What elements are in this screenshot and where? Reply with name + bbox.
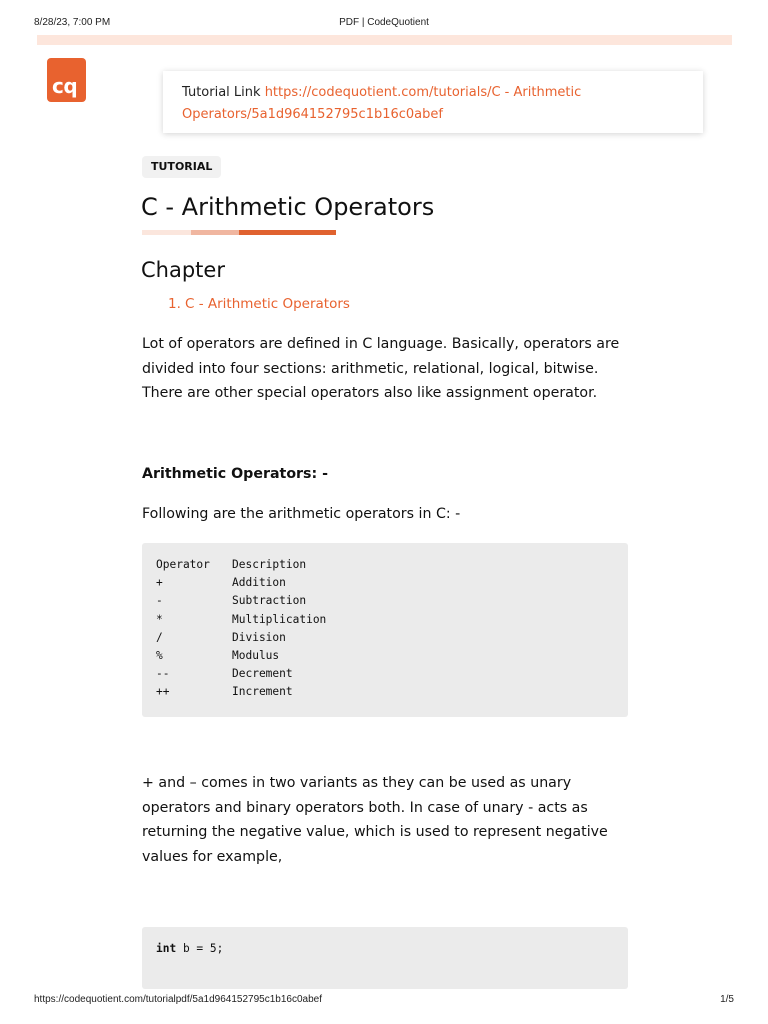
chapter-item-number: 1. — [168, 296, 181, 312]
underline-segment-medium — [191, 230, 239, 235]
print-footer — [34, 994, 734, 1008]
underline-segment-light — [142, 230, 191, 235]
code-description: Multiplication — [232, 612, 327, 626]
tutorial-link-card — [163, 71, 703, 133]
chapter-list-item[interactable] — [168, 294, 350, 314]
tutorial-link-url-line1: https://codequotient.com/tutorials/C - Arithmetic — [264, 85, 582, 100]
code-snippet-block — [142, 927, 628, 989]
code-operator: ++ — [156, 685, 170, 699]
operators-code-block — [142, 543, 628, 717]
print-footer-url: https://codequotient.com/tutorialpdf/5a1d964152795c1b16c0abef — [34, 994, 322, 1005]
code-description: Increment — [232, 685, 293, 699]
underline-segment-dark — [239, 230, 336, 235]
chapter-item-label: C - Arithmetic Operators — [185, 296, 350, 312]
code-keyword: int — [156, 942, 177, 955]
chapter-list — [168, 294, 350, 314]
code-row — [156, 647, 614, 665]
intro-paragraph: Lot of operators are defined in C language. Basically, operators are divided into four sections: arithmetic, relational, logical, bitwise. There are other special operators also like assignment operator. — [142, 336, 620, 401]
arithmetic-operators-subheading: Arithmetic Operators: - — [142, 466, 329, 482]
code-description: Modulus — [232, 648, 280, 662]
code-row — [156, 629, 614, 647]
code-row — [156, 683, 614, 701]
code-row — [156, 665, 614, 683]
codequotient-logo-icon[interactable] — [47, 58, 86, 102]
title-underline-bar — [142, 230, 336, 235]
code-description: Division — [232, 630, 286, 644]
code-row — [156, 592, 614, 610]
code-header-operator: Operator — [156, 558, 210, 571]
following-paragraph: Following are the arithmetic operators in C: - — [142, 506, 461, 522]
code-operator: -- — [156, 667, 170, 681]
unary-binary-paragraph: + and – comes in two variants as they can be used as unary operators and binary operators both. In case of unary - acts as returning the negative value, which is used to represent negative values for example, — [142, 775, 608, 865]
print-header — [34, 17, 734, 31]
tutorial-badge: TUTORIAL — [142, 156, 221, 178]
page-title: C - Arithmetic Operators — [141, 193, 435, 221]
chapter-heading: Chapter — [141, 258, 225, 282]
logo-text: cq — [52, 74, 78, 98]
code-header-row — [156, 556, 614, 574]
tutorial-link-url-line2: Operators/5a1d964152795c1b16c0abef — [182, 107, 443, 122]
code-description: Subtraction — [232, 594, 307, 608]
code-header-description: Description — [232, 558, 307, 571]
code-description: Decrement — [232, 667, 293, 681]
code-operator: / — [156, 630, 163, 644]
code-operator: + — [156, 576, 163, 590]
print-page-title: PDF | CodeQuotient — [339, 17, 429, 28]
code-operator: * — [156, 612, 163, 626]
code-row — [156, 611, 614, 629]
code-description: Addition — [232, 576, 286, 590]
print-datetime: 8/28/23, 7:00 PM — [34, 17, 111, 28]
print-page-number: 1/5 — [720, 994, 734, 1005]
top-accent-band — [37, 35, 732, 45]
tutorial-link-label: Tutorial Link — [182, 85, 261, 100]
code-operator: % — [156, 648, 163, 662]
code-operator: - — [156, 594, 163, 608]
code-statement: b = 5; — [176, 942, 224, 955]
code-row — [156, 574, 614, 592]
